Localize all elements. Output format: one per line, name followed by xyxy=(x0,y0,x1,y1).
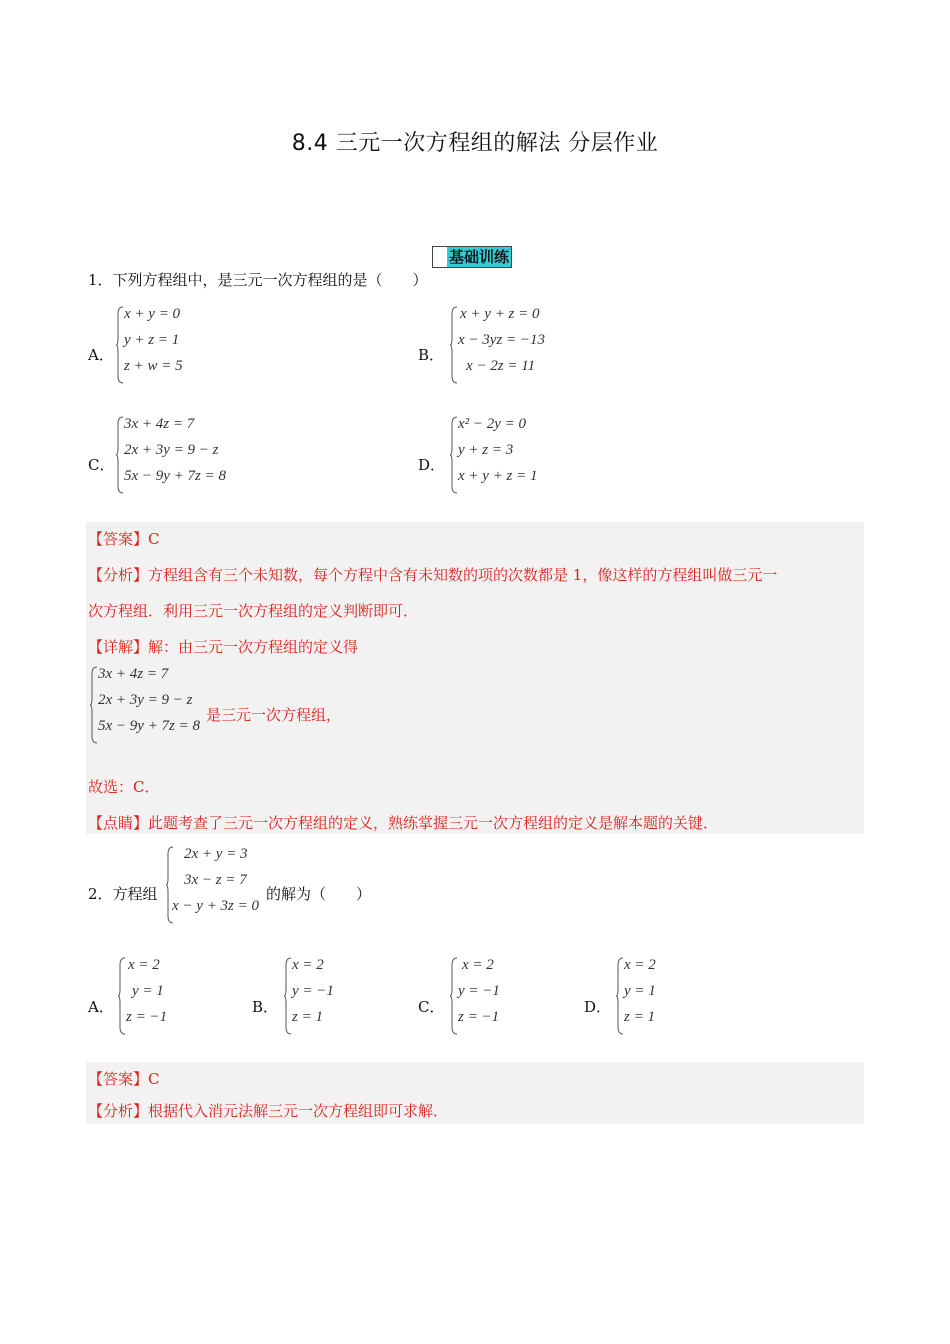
equation: z = −1 xyxy=(458,1009,500,1025)
q2-analysis xyxy=(88,1100,448,1121)
equation: 2x + 3y = 9 − z xyxy=(124,442,219,458)
equation: x − y + 3z = 0 xyxy=(172,898,260,914)
section-label: 基础训练 xyxy=(449,248,510,266)
brace-icon xyxy=(118,957,126,1035)
equation: y + z = 1 xyxy=(124,332,180,348)
q1-option-a-label: A． xyxy=(88,346,114,364)
q1-option-a-system xyxy=(116,306,236,384)
analysis-text: 方程组含有三个未知数，每个方程中含有未知数的项的次数都是 1，像这样的方程组叫做三元一 xyxy=(148,566,778,584)
brace-icon xyxy=(450,416,458,494)
q1-option-c-label: C． xyxy=(88,456,115,474)
equation: y = −1 xyxy=(292,983,334,999)
q1-comment xyxy=(88,812,718,833)
equation: 2x + 3y = 9 − z xyxy=(98,692,193,708)
q1-option-c-system xyxy=(116,416,256,494)
brace-icon xyxy=(116,416,124,494)
analysis-text: 根据代入消元法解三元一次方程组即可求解． xyxy=(148,1102,449,1120)
equation: y = 1 xyxy=(132,983,164,999)
equation: y = 1 xyxy=(624,983,656,999)
analysis-tag: 【分析】 xyxy=(88,566,149,584)
detail-tag: 【详解】 xyxy=(88,638,149,656)
q2-answer xyxy=(88,1068,160,1089)
q2-option-a-label: A． xyxy=(88,998,114,1016)
brace-icon xyxy=(284,957,292,1035)
section-tag xyxy=(432,246,512,268)
q1-option-d-system xyxy=(450,416,570,494)
q2-option-c-label: C． xyxy=(418,998,445,1016)
brace-icon xyxy=(616,957,624,1035)
equation: x = 2 xyxy=(624,957,656,973)
q2-option-d-system xyxy=(616,957,686,1035)
equation: x − 2z = 11 xyxy=(466,358,536,374)
q1-stem: 1．下列方程组中，是三元一次方程组的是（ ） xyxy=(88,271,428,289)
q2-stem-suffix: 的解为（ ） xyxy=(266,885,372,903)
equation: x + y = 0 xyxy=(124,306,181,322)
q1-answer-box xyxy=(86,522,864,834)
q1-detail xyxy=(88,636,358,657)
comment-tag: 【点睛】 xyxy=(88,814,149,832)
equation: x + y + z = 1 xyxy=(458,468,538,484)
equation: x − 3yz = −13 xyxy=(458,332,546,348)
q1-analysis-line-2: 次方程组．利用三元一次方程组的定义判断即可． xyxy=(88,602,419,620)
equation: z + w = 5 xyxy=(124,358,183,374)
q1-analysis-line-1 xyxy=(88,564,777,585)
brace-icon xyxy=(90,666,98,744)
equation: 2x + y = 3 xyxy=(184,846,248,862)
equation: y = −1 xyxy=(458,983,500,999)
q1-option-b-system xyxy=(450,306,580,384)
answer-tag: 【答案】 xyxy=(88,1070,149,1088)
equation: 3x − z = 7 xyxy=(184,872,247,888)
brace-icon xyxy=(450,306,458,384)
equation: z = 1 xyxy=(292,1009,323,1025)
q2-option-a-system xyxy=(118,957,188,1035)
q1-detail-suffix: 是三元一次方程组， xyxy=(206,706,342,724)
q1-detail-system xyxy=(90,666,210,744)
equation: x = 2 xyxy=(128,957,160,973)
q2-option-b-system xyxy=(284,957,354,1035)
q2-answer-box xyxy=(86,1062,864,1124)
q2-option-b-label: B． xyxy=(252,998,279,1016)
q2-option-d-label: D． xyxy=(584,998,612,1016)
equation: x + y + z = 0 xyxy=(460,306,540,322)
analysis-tag: 【分析】 xyxy=(88,1102,149,1120)
q1-option-b-label: B． xyxy=(418,346,445,364)
answer-value: C xyxy=(148,530,160,548)
equation: x² − 2y = 0 xyxy=(458,416,527,432)
equation: y + z = 3 xyxy=(458,442,514,458)
q1-answer xyxy=(88,528,160,549)
equation: 3x + 4z = 7 xyxy=(124,416,195,432)
q1-choice: 故选：C． xyxy=(88,778,160,796)
equation: x = 2 xyxy=(462,957,494,973)
q1-option-d-label: D． xyxy=(418,456,446,474)
q2-stem-system xyxy=(166,846,266,924)
answer-value: C xyxy=(148,1070,160,1088)
equation: 5x − 9y + 7z = 8 xyxy=(124,468,227,484)
equation: 3x + 4z = 7 xyxy=(98,666,169,682)
page-title: 8.4 三元一次方程组的解法 分层作业 xyxy=(291,131,659,156)
equation: 5x − 9y + 7z = 8 xyxy=(98,718,201,734)
comment-text: 此题考查了三元一次方程组的定义，熟练掌握三元一次方程组的定义是解本题的关键． xyxy=(148,814,719,832)
brace-icon xyxy=(450,957,458,1035)
equation: z = 1 xyxy=(624,1009,655,1025)
q2-option-c-system xyxy=(450,957,520,1035)
answer-tag: 【答案】 xyxy=(88,530,149,548)
q2-stem-prefix: 2．方程组 xyxy=(88,885,158,903)
detail-text: 解：由三元一次方程组的定义得 xyxy=(148,638,359,656)
brace-icon xyxy=(116,306,124,384)
equation: x = 2 xyxy=(292,957,324,973)
equation: z = −1 xyxy=(126,1009,168,1025)
